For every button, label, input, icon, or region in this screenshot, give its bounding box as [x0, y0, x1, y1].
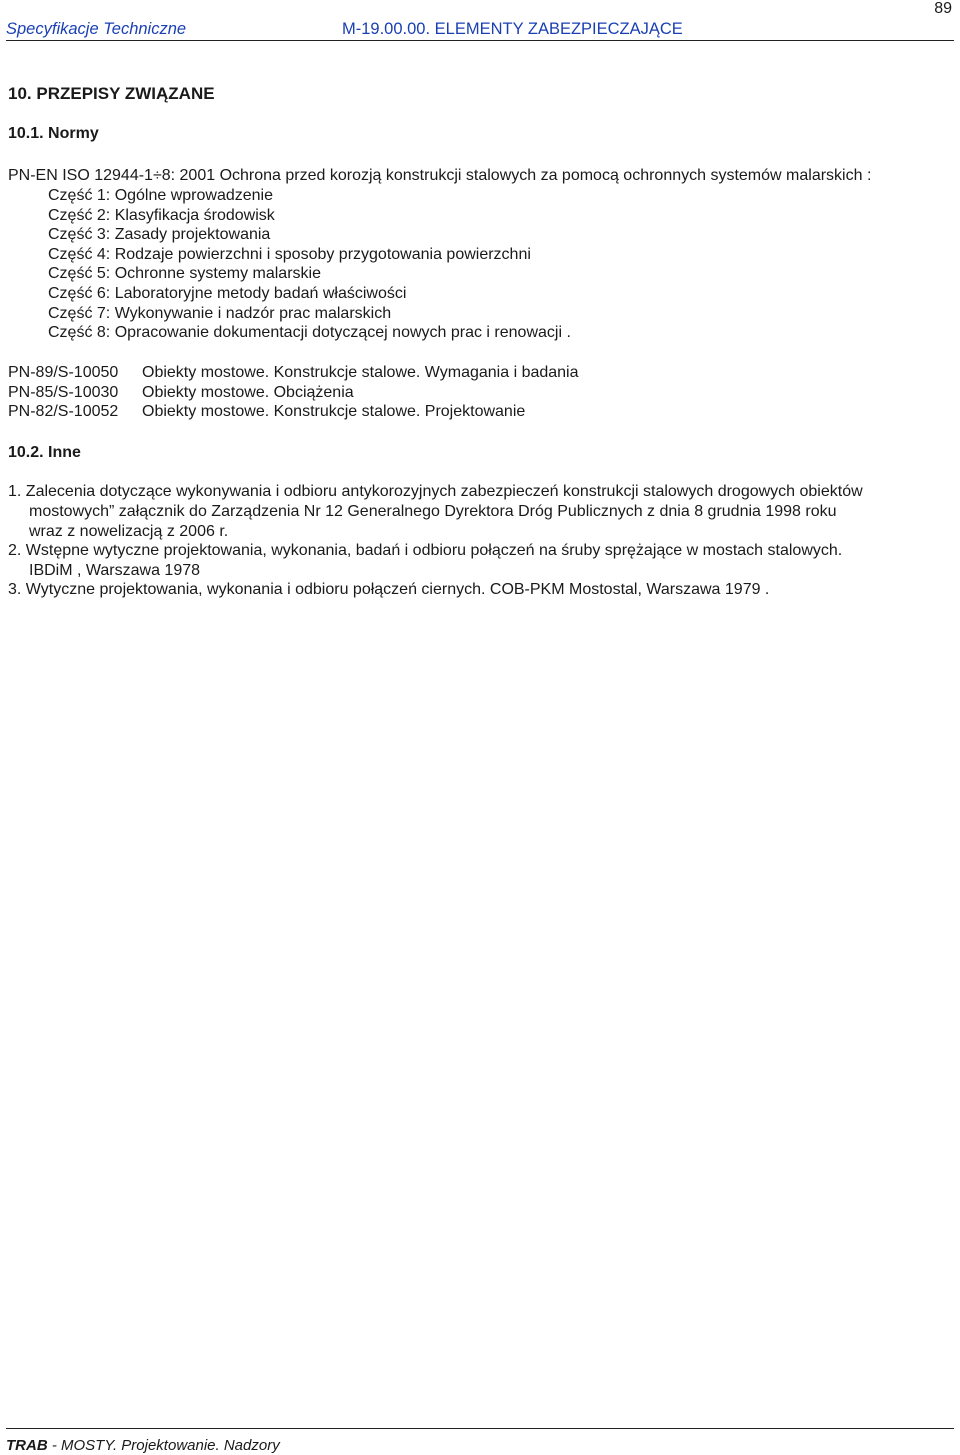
reference-line: 3. Wytyczne projektowania, wykonania i odbioru połączeń ciernych. COB-PKM Mostostal, Warszawa 1979 .	[8, 581, 770, 598]
reference-line: mostowych” załącznik do Zarządzenia Nr 12 Generalnego Dyrektora Dróg Publicznych z dnia 8 grudnia 1998 roku	[29, 503, 837, 520]
section-title: 10. PRZEPISY ZWIĄZANE	[8, 84, 215, 103]
reference-line: 2. Wstępne wytyczne projektowania, wykonania, badań i odbioru połączeń na śruby sprężające w mostach stalowych.	[8, 542, 843, 559]
subsection-title-normy: 10.1. Normy	[8, 125, 99, 142]
standard-code: PN-89/S-10050	[8, 364, 119, 381]
reference-line: wraz z nowelizacją z 2006 r.	[29, 523, 229, 540]
footer-text: - MOSTY. Projektowanie. Nadzory	[47, 1437, 280, 1454]
standard-desc: Obiekty mostowe. Konstrukcje stalowe. Projektowanie	[142, 403, 526, 420]
subsection-title-inne: 10.2. Inne	[8, 444, 81, 461]
reference-line: 1. Zalecenia dotyczące wykonywania i odbioru antykorozyjnych zabezpieczeń konstrukcji stalowych drogowych obiektów	[8, 483, 863, 500]
norm-part: Część 6: Laboratoryjne metody badań właściwości	[48, 285, 407, 302]
page-header	[6, 18, 954, 41]
standard-code: PN-82/S-10052	[8, 403, 119, 420]
reference-line: IBDiM , Warszawa 1978	[29, 562, 201, 579]
norm-part: Część 8: Opracowanie dokumentacji dotyczącej nowych prac i renowacji .	[48, 324, 571, 341]
page-footer	[6, 1428, 954, 1454]
norm-part: Część 5: Ochronne systemy malarskie	[48, 265, 321, 282]
norm-part: Część 2: Klasyfikacja środowisk	[48, 207, 275, 224]
norm-part: Część 4: Rodzaje powierzchni i sposoby przygotowania powierzchni	[48, 246, 531, 263]
standard-desc: Obiekty mostowe. Obciążenia	[142, 384, 354, 401]
norm-part: Część 3: Zasady projektowania	[48, 226, 271, 243]
standard-desc: Obiekty mostowe. Konstrukcje stalowe. Wymagania i badania	[142, 364, 579, 381]
header-center: M-19.00.00. ELEMENTY ZABEZPIECZAJĄCE	[342, 20, 683, 38]
norm-intro: PN-EN ISO 12944-1÷8: 2001 Ochrona przed korozją konstrukcji stalowych za pomocą ochronnych systemów malarskich :	[8, 167, 872, 184]
page-number: 89	[934, 0, 952, 17]
standard-code: PN-85/S-10030	[8, 384, 119, 401]
header-left: Specyfikacje Techniczne	[6, 20, 187, 38]
norm-part: Część 1: Ogólne wprowadzenie	[48, 187, 274, 204]
norm-part: Część 7: Wykonywanie i nadzór prac malarskich	[48, 305, 392, 322]
footer-brand: TRAB	[6, 1437, 48, 1454]
